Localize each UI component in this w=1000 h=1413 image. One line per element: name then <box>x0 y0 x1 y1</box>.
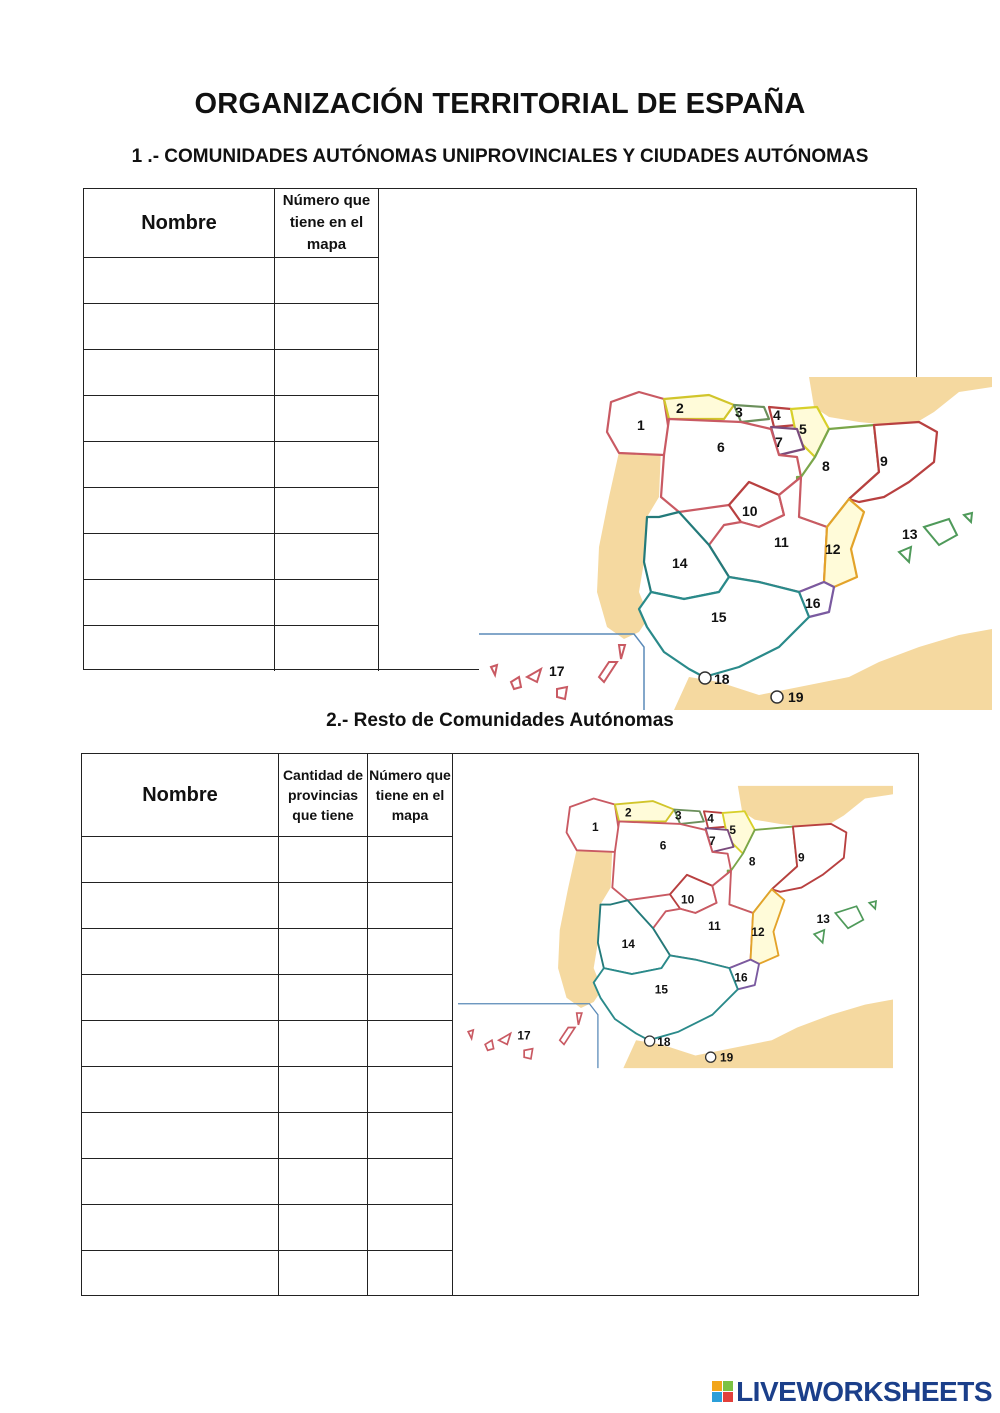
spain-map-2 <box>458 785 893 1069</box>
table-row <box>82 1205 453 1251</box>
map-label-19: 19 <box>720 1050 734 1065</box>
table-row <box>84 258 379 304</box>
table-row <box>82 1067 453 1113</box>
table-row <box>82 837 453 883</box>
section2-answer-cell[interactable] <box>279 883 368 929</box>
section2-answer-cell[interactable] <box>279 1251 368 1297</box>
map-label-2: 2 <box>625 805 632 820</box>
table-header-row <box>82 754 453 837</box>
spain-map-1 <box>479 377 992 710</box>
table-row <box>82 1113 453 1159</box>
table-row <box>84 488 379 534</box>
column-header-numero: Número que tiene en el mapa <box>368 754 453 837</box>
map-label-10: 10 <box>681 892 695 907</box>
section1-answer-cell[interactable] <box>275 534 379 580</box>
section1-answer-cell[interactable] <box>84 534 275 580</box>
section1-answer-cell[interactable] <box>84 488 275 534</box>
map-label-2: 2 <box>676 400 684 416</box>
section1-answer-cell[interactable] <box>84 304 275 350</box>
section1-answer-cell[interactable] <box>275 488 379 534</box>
section2-answer-cell[interactable] <box>368 1113 453 1159</box>
map-label-15: 15 <box>711 609 727 625</box>
section1-answer-cell[interactable] <box>84 258 275 304</box>
map-label-11: 11 <box>774 534 789 550</box>
section2-answer-cell[interactable] <box>279 975 368 1021</box>
section2-answer-cell[interactable] <box>82 975 279 1021</box>
map-label-8: 8 <box>748 854 756 869</box>
liveworksheets-logo-icon <box>712 1381 734 1403</box>
map-label-11: 11 <box>708 918 721 933</box>
table-row <box>82 975 453 1021</box>
section1-answer-cell[interactable] <box>275 442 379 488</box>
map-label-19: 19 <box>788 689 804 705</box>
section2-answer-cell[interactable] <box>368 929 453 975</box>
map-label-7: 7 <box>708 834 716 849</box>
section2-answer-cell[interactable] <box>368 883 453 929</box>
table-row <box>84 626 379 672</box>
column-header-nombre: Nombre <box>82 754 279 837</box>
section2-answer-cell[interactable] <box>279 1205 368 1251</box>
map-label-5: 5 <box>729 823 736 838</box>
section2-answer-cell[interactable] <box>279 1067 368 1113</box>
map-label-14: 14 <box>672 555 688 571</box>
map-label-17: 17 <box>517 1028 531 1043</box>
map-label-1: 1 <box>591 819 599 834</box>
map-label-17: 17 <box>549 663 565 679</box>
section1-answer-cell[interactable] <box>84 396 275 442</box>
table-header-row <box>84 189 379 258</box>
table-row <box>82 883 453 929</box>
section1-table <box>84 189 379 671</box>
table-row <box>84 580 379 626</box>
map-label-4: 4 <box>773 407 781 423</box>
section2-answer-cell[interactable] <box>368 837 453 883</box>
table-row <box>84 442 379 488</box>
map-label-18: 18 <box>714 671 730 687</box>
map-label-13: 13 <box>816 912 830 927</box>
table-row <box>82 929 453 975</box>
liveworksheets-wordmark: LIVEWORKSHEETS <box>736 1376 992 1407</box>
section1-answer-cell[interactable] <box>84 442 275 488</box>
liveworksheets-logo <box>712 1377 992 1407</box>
section2-answer-cell[interactable] <box>82 837 279 883</box>
section1-answer-cell[interactable] <box>84 626 275 672</box>
section1-answer-cell[interactable] <box>275 626 379 672</box>
table-row <box>82 1251 453 1297</box>
map-label-15-16: 16 <box>734 970 748 985</box>
map-label-13: 13 <box>902 526 918 542</box>
page-title: ORGANIZACIÓN TERRITORIAL DE ESPAÑA <box>194 88 806 120</box>
section2-answer-cell[interactable] <box>279 1159 368 1205</box>
column-header-cantidad: Cantidad de provincias que tiene <box>279 754 368 837</box>
map-label-5: 5 <box>799 421 807 437</box>
map-label-3: 3 <box>675 808 682 823</box>
section2-answer-cell[interactable] <box>368 975 453 1021</box>
section2-answer-cell[interactable] <box>368 1067 453 1113</box>
section2-answer-cell[interactable] <box>82 1021 279 1067</box>
map-label-9: 9 <box>880 453 888 469</box>
section2-answer-cell[interactable] <box>82 1113 279 1159</box>
map-label-18: 18 <box>657 1035 671 1050</box>
section1-answer-cell[interactable] <box>275 396 379 442</box>
section1-answer-cell[interactable] <box>275 580 379 626</box>
section2-answer-cell[interactable] <box>279 929 368 975</box>
section2-answer-cell[interactable] <box>82 1067 279 1113</box>
section1-answer-cell[interactable] <box>84 580 275 626</box>
map-label-15-16: 16 <box>805 595 821 611</box>
map-label-9: 9 <box>798 850 805 865</box>
column-header-nombre: Nombre <box>84 189 275 258</box>
section2-answer-cell[interactable] <box>82 883 279 929</box>
map-label-6: 6 <box>659 838 667 853</box>
section2-answer-cell[interactable] <box>82 1159 279 1205</box>
section2-answer-cell[interactable] <box>82 1205 279 1251</box>
table-row <box>82 1159 453 1205</box>
column-header-numero: Número que tiene en el mapa <box>275 189 379 258</box>
table-row <box>84 304 379 350</box>
map-label-12: 12 <box>751 924 765 939</box>
map-label-3: 3 <box>735 404 743 420</box>
map-label-14: 14 <box>621 936 635 951</box>
map-label-10: 10 <box>742 503 758 519</box>
section1-answer-cell[interactable] <box>84 350 275 396</box>
section2-answer-cell[interactable] <box>82 929 279 975</box>
map-label-4: 4 <box>707 811 714 826</box>
map-label-12: 12 <box>825 541 841 557</box>
map-label-1: 1 <box>637 417 645 433</box>
map-label-15: 15 <box>654 982 668 997</box>
section1-block <box>83 188 918 705</box>
section2-answer-cell[interactable] <box>82 1251 279 1297</box>
map-label-6: 6 <box>717 439 725 455</box>
section2-answer-cell[interactable] <box>368 1159 453 1205</box>
section2-answer-cell[interactable] <box>279 1113 368 1159</box>
section1-answer-cell[interactable] <box>275 350 379 396</box>
section2-answer-cell[interactable] <box>368 1205 453 1251</box>
map-label-8: 8 <box>822 458 830 474</box>
section2-answer-cell[interactable] <box>279 837 368 883</box>
table-row <box>84 396 379 442</box>
map-label-7: 7 <box>775 434 783 450</box>
table-row <box>82 1021 453 1067</box>
section1-answer-cell[interactable] <box>275 258 379 304</box>
section1-heading: 1 .- COMUNIDADES AUTÓNOMAS UNIPROVINCIALES Y CIUDADES AUTÓNOMAS <box>131 146 869 167</box>
section2-answer-cell[interactable] <box>368 1021 453 1067</box>
table-row <box>84 534 379 580</box>
section2-heading: 2.- Resto de Comunidades Autónomas <box>326 710 674 731</box>
section2-answer-cell[interactable] <box>279 1021 368 1067</box>
table-row <box>84 350 379 396</box>
section2-answer-cell[interactable] <box>368 1251 453 1297</box>
section1-answer-cell[interactable] <box>275 304 379 350</box>
section2-table <box>82 754 453 1296</box>
